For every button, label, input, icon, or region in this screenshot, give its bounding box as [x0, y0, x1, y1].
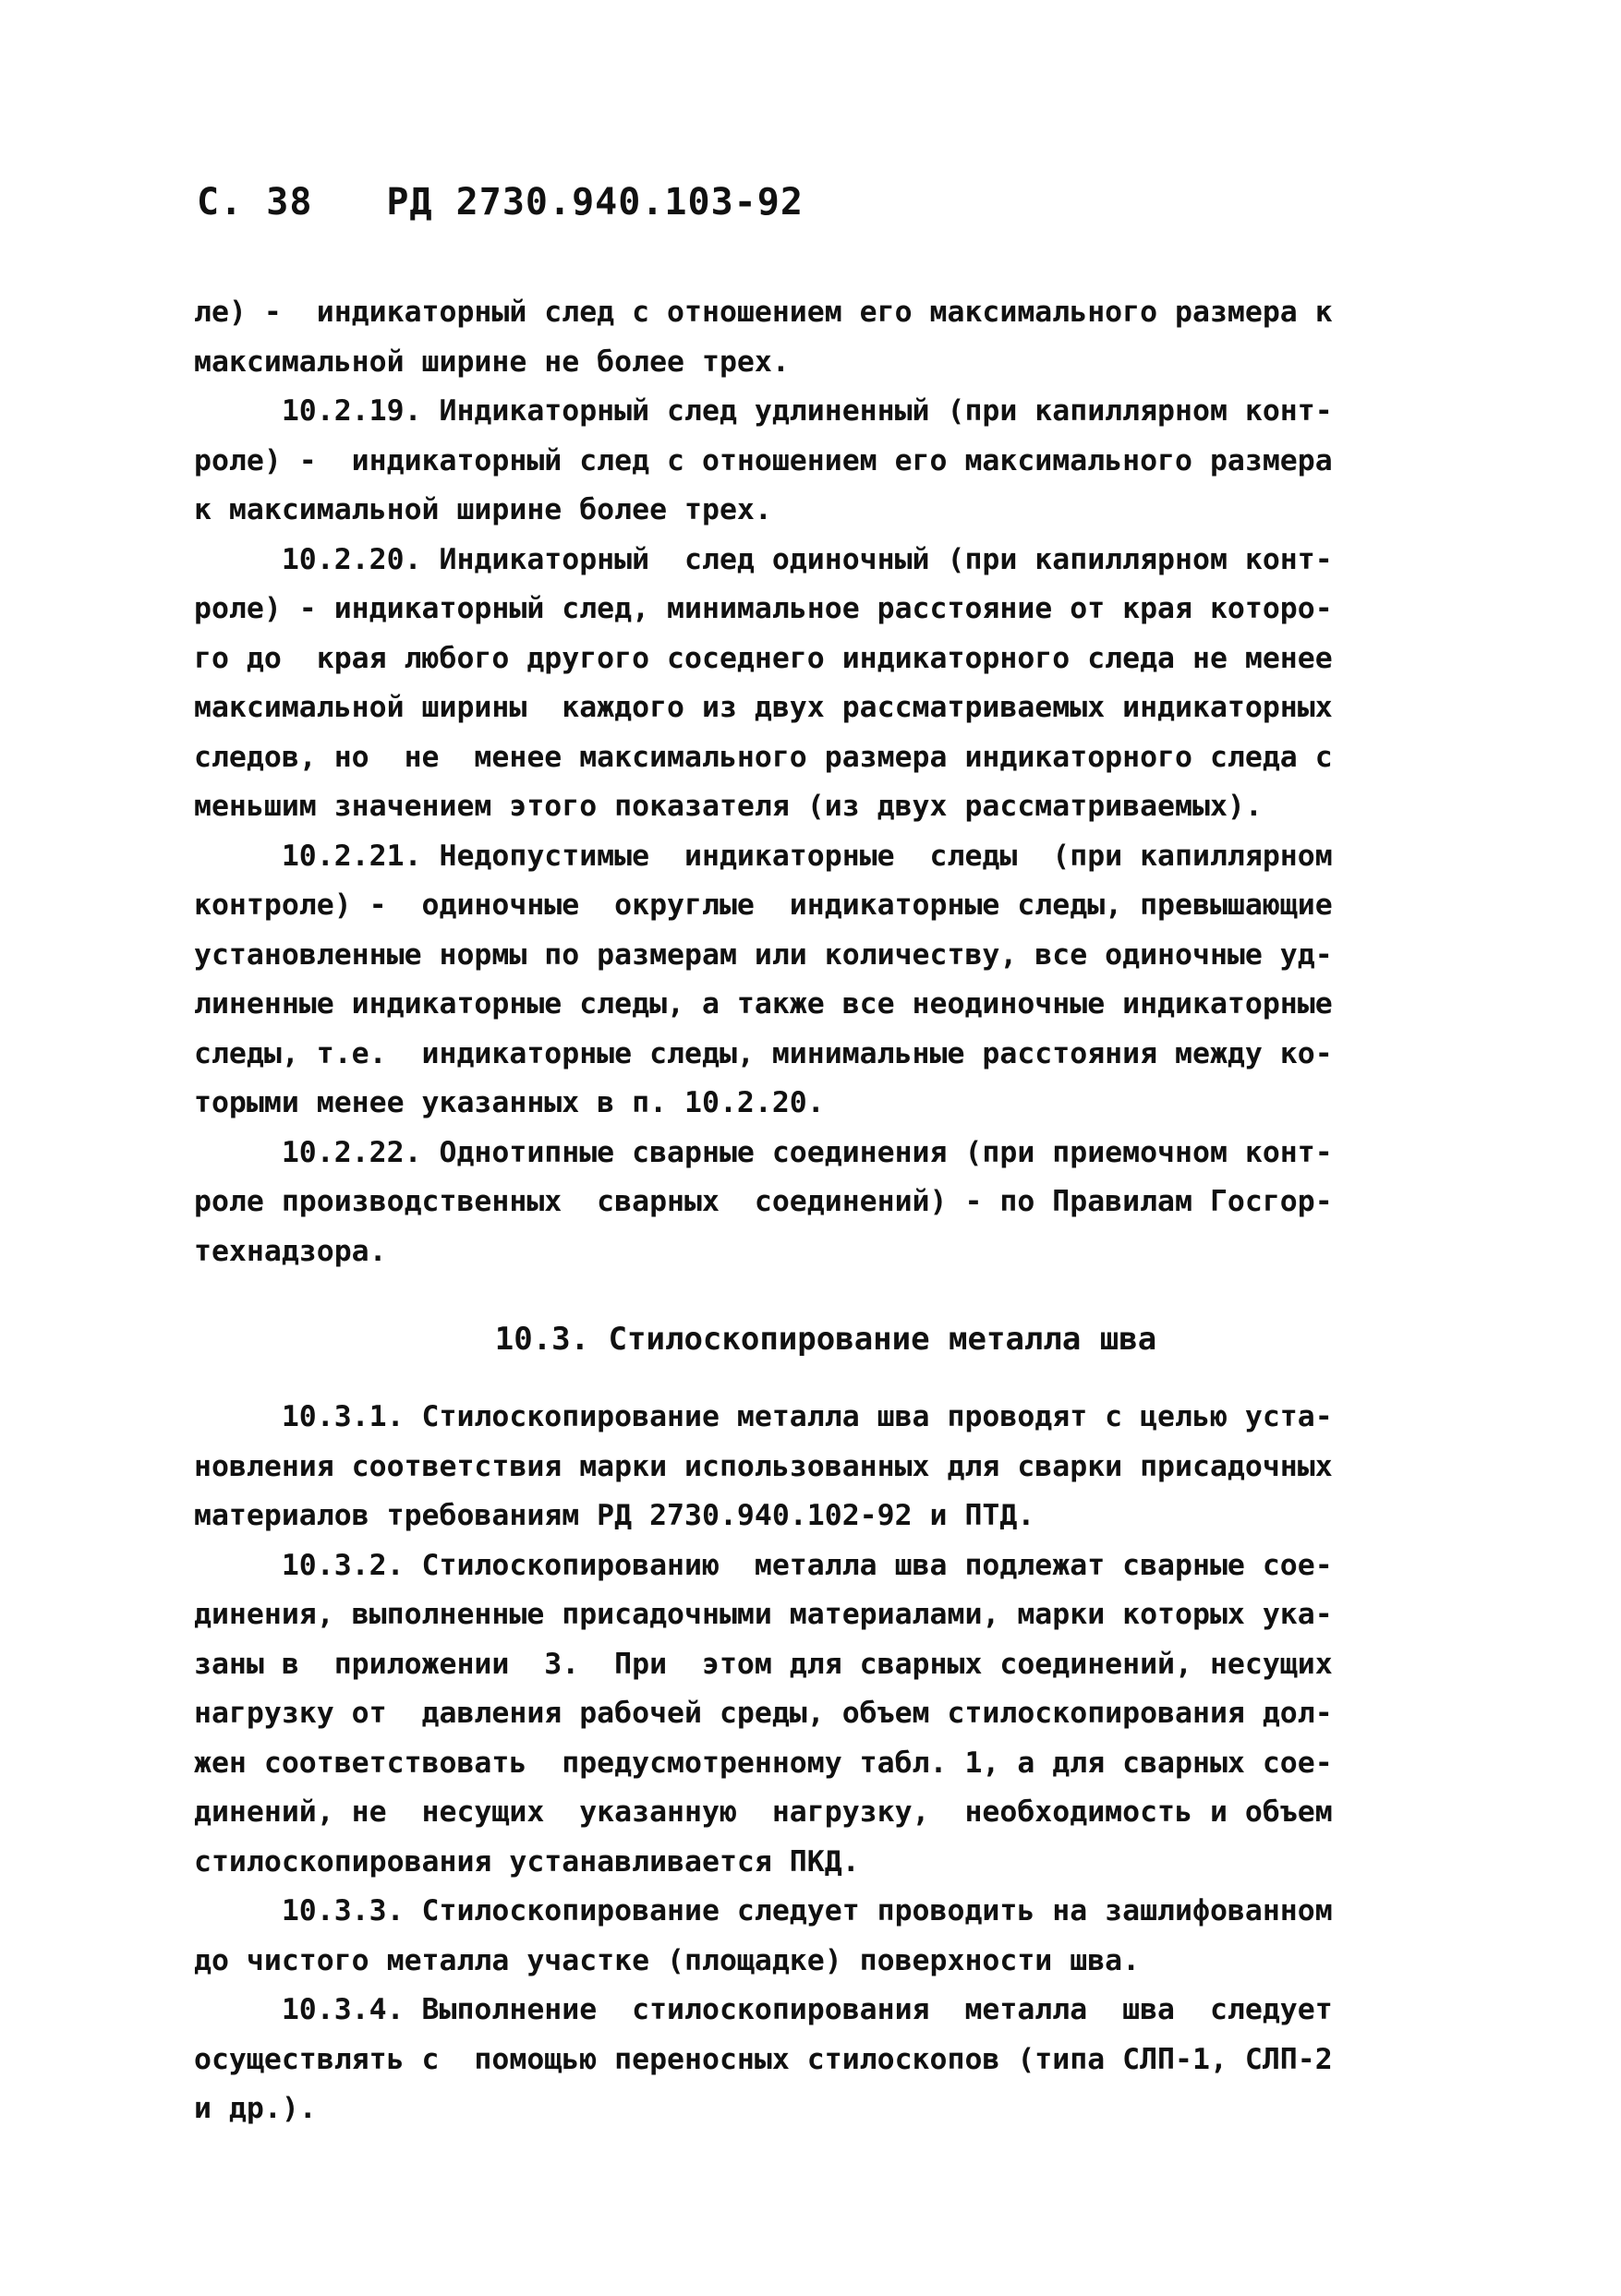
- text-line: и др.).: [194, 2092, 317, 2125]
- text-line: 10.3.4. Выполнение стилоскопирования металла шва следует: [194, 1993, 1333, 2026]
- text-line: установленные нормы по размерам или количеству, все одиночные уд-: [194, 937, 1333, 972]
- text-block-10-2: [194, 288, 1458, 1276]
- text-line: роле производственных сварных соединений) - по Правилам Госгор-: [194, 1185, 1333, 1218]
- text-line: технадзора.: [194, 1234, 387, 1268]
- text-block-10-3: [194, 1393, 1458, 2134]
- text-line: жен соответствовать предусмотренному табл. 1, а для сварных сое-: [194, 1746, 1333, 1780]
- section-title: 10.3. Стилоскопирование металла шва: [494, 1321, 1157, 1358]
- text-line: меньшим значением этого показателя (из двух рассматриваемых).: [194, 790, 1263, 823]
- text-line: осуществлять с помощью переносных стилоскопов (типа СЛП-1, СЛП-2: [194, 2042, 1333, 2076]
- text-line: стилоскопирования устанавливается ПКД.: [194, 1844, 860, 1879]
- text-line: 10.3.2. Стилоскопированию металла шва подлежат сварные сое-: [194, 1548, 1333, 1582]
- text-line: роле) - индикаторный след с отношением его максимального размера: [194, 443, 1333, 477]
- text-line: контроле) - одиночные округлые индикаторные следы, превышающие: [194, 888, 1333, 922]
- text-line: следов, но не менее максимального размера индикаторного следа с: [194, 740, 1333, 774]
- page-number: С. 38: [197, 181, 313, 224]
- text-line: го до края любого другого соседнего индикаторного следа не менее: [194, 641, 1333, 675]
- page-header: [197, 181, 804, 224]
- text-line: 10.2.20. Индикаторный след одиночный (при капиллярном конт-: [194, 542, 1333, 576]
- text-line: максимальной ширины каждого из двух рассматриваемых индикаторных: [194, 691, 1333, 724]
- text-line: 10.2.21. Недопустимые индикаторные следы (при капиллярном: [194, 839, 1333, 873]
- text-line: максимальной ширине не более трех.: [194, 344, 790, 379]
- text-line: 10.2.22. Однотипные сварные соединения (при приемочном конт-: [194, 1135, 1333, 1169]
- text-line: роле) - индикаторный след, минимальное расстояние от края которо-: [194, 592, 1333, 625]
- text-line: линенные индикаторные следы, а также все неодиночные индикаторные: [194, 987, 1333, 1021]
- document-code: РД 2730.940.103-92: [386, 181, 804, 224]
- text-line: динения, выполненные присадочными материалами, марки которых ука-: [194, 1598, 1333, 1631]
- text-line: торыми менее указанных в п. 10.2.20.: [194, 1086, 825, 1119]
- document-body: [194, 288, 1458, 2134]
- text-line: до чистого металла участке (площадке) поверхности шва.: [194, 1943, 1141, 1977]
- text-line: материалов требованиям РД 2730.940.102-92 и ПТД.: [194, 1499, 1035, 1532]
- text-line: следы, т.е. индикаторные следы, минимальные расстояния между ко-: [194, 1036, 1333, 1070]
- text-line: 10.3.3. Стилоскопирование следует проводить на зашлифованном: [194, 1894, 1333, 1927]
- text-line: нагрузку от давления рабочей среды, объем стилоскопирования дол-: [194, 1697, 1333, 1730]
- text-line: 10.3.1. Стилоскопирование металла шва проводят с целью уста-: [194, 1400, 1333, 1433]
- text-line: 10.2.19. Индикаторный след удлиненный (при капиллярном конт-: [194, 394, 1333, 428]
- section-title-slot: [194, 1276, 1458, 1393]
- text-line: к максимальной ширине более трех.: [194, 493, 772, 526]
- text-line: заны в приложении 3. При этом для сварных соединений, несущих: [194, 1647, 1333, 1681]
- text-line: ле) - индикаторный след с отношением его максимального размера к: [194, 296, 1333, 329]
- text-line: динений, не несущих указанную нагрузку, необходимость и объем: [194, 1795, 1333, 1829]
- text-line: новления соответствия марки использованных для сварки присадочных: [194, 1449, 1333, 1483]
